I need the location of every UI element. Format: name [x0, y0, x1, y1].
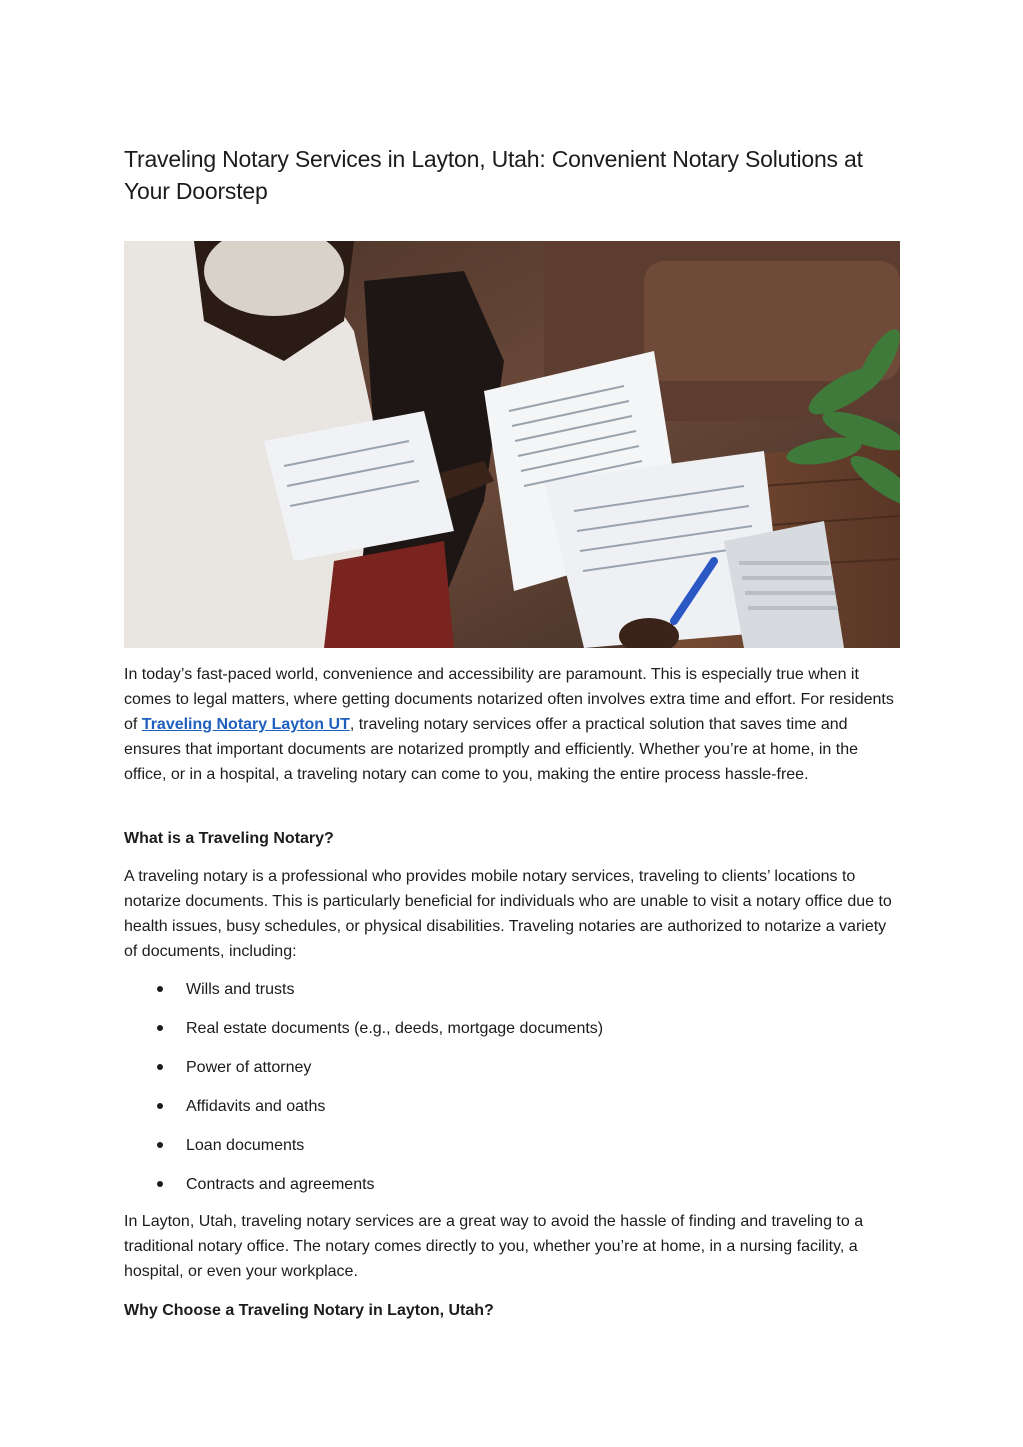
intro-text-before-link: In today’s fast-paced world, convenience and accessibility are paramount. This is especially true when it comes to legal matters, where getting documents notarized often involves extra time and effort. For residents of: [124, 666, 894, 733]
list-item: [124, 1055, 603, 1094]
notary-documents-photo: [124, 241, 900, 648]
list-item: [124, 1172, 603, 1211]
section-heading-what: What is a Traveling Notary?: [124, 830, 334, 847]
list-item-label: Affidavits and oaths: [186, 1098, 326, 1115]
list-item-label: Loan documents: [186, 1137, 305, 1154]
list-item: [124, 1016, 603, 1055]
bullet-icon: [157, 1142, 163, 1148]
list-item: [124, 1133, 603, 1172]
list-item-label: Wills and trusts: [186, 981, 295, 998]
bullet-icon: [157, 1025, 163, 1031]
list-item: [124, 977, 603, 1016]
list-item-label: Real estate documents (e.g., deeds, mortgage documents): [186, 1020, 604, 1037]
closing-paragraph: In Layton, Utah, traveling notary services are a great way to avoid the hassle of finding and traveling to a traditional notary office. The notary comes directly to you, whether you’re at home, in a nursing facility, a hospital, or even your workplace.: [124, 1213, 864, 1280]
section-heading-why: Why Choose a Traveling Notary in Layton, Utah?: [124, 1302, 494, 1319]
intro-text-after-link: , traveling notary services offer a practical solution that saves time and ensures that important documents are notarized promptly and efficiently. Whether you’re at home, in the office, or in a hospital, a traveling notary can come to you, making the entire process hassle-free.: [124, 716, 859, 783]
section-what-paragraph: A traveling notary is a professional who provides mobile notary services, traveling to clients’ locations to notarize documents. This is particularly beneficial for individuals who are unable to visit a notary office due to health issues, busy schedules, or physical disabilities. Traveling notaries are authorized to notarize a variety of documents, including:: [124, 868, 892, 960]
list-item: [124, 1094, 603, 1133]
document-types-list: [124, 977, 603, 1211]
bullet-icon: [157, 1103, 163, 1109]
list-item-label: Contracts and agreements: [186, 1176, 375, 1193]
page-title: Traveling Notary Services in Layton, Utah: Convenient Notary Solutions at Your Doorstep: [124, 146, 863, 204]
bullet-icon: [157, 1064, 163, 1070]
bullet-icon: [157, 1181, 163, 1187]
list-item-label: Power of attorney: [186, 1059, 312, 1076]
intro-paragraph: [124, 662, 900, 787]
bullet-icon: [157, 986, 163, 992]
traveling-notary-link[interactable]: Traveling Notary Layton UT: [141, 716, 350, 733]
